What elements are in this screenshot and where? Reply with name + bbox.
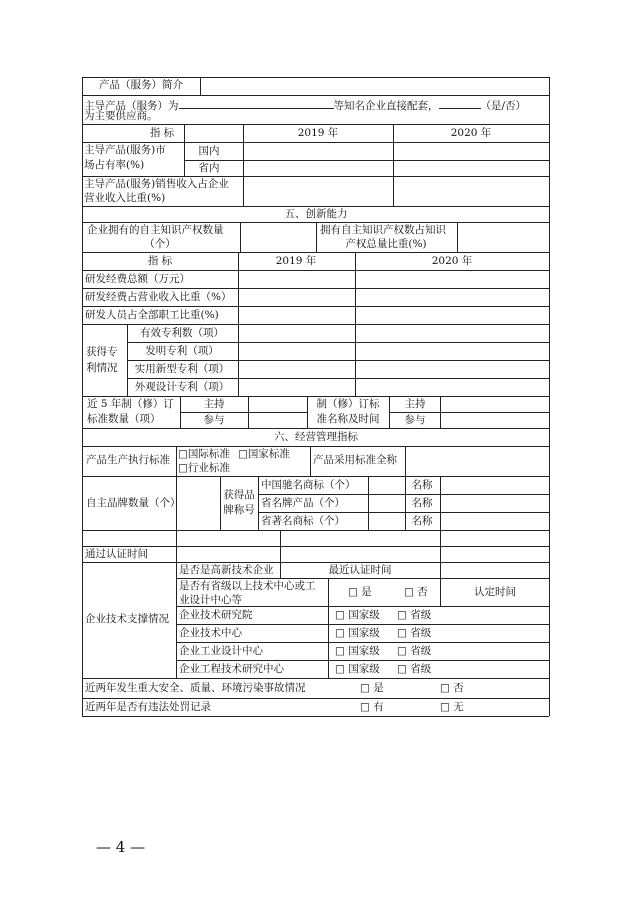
participate-label-2: 参与 xyxy=(404,414,426,426)
penalty-yes-checkbox[interactable]: □ 有 xyxy=(360,701,384,713)
recognition-time-label: 认定时间 xyxy=(474,586,516,598)
standard-industry-checkbox[interactable]: □行业标准 xyxy=(178,462,230,474)
market-year-2020: 2020 年 xyxy=(450,127,492,139)
supply-line-2: 为主要供应商。 xyxy=(84,110,158,122)
share-label-1: 主导产品(服务)市 xyxy=(84,144,166,156)
rd-staff-label: 研发人员占全部职工比重(%) xyxy=(85,309,219,321)
innovation-section-title: 五、创新能力 xyxy=(284,208,348,220)
center-row-label: 企业工业设计中心 xyxy=(179,645,263,657)
standards-count-label-1: 近 5 年制（修）订 xyxy=(87,398,174,410)
patent-row-label: 有效专利数（项） xyxy=(140,327,224,339)
center-row-label: 企业工程技术研究中心 xyxy=(179,663,284,675)
provincial-level-checkbox[interactable]: □ 省级 xyxy=(397,627,432,639)
rd-ratio-label: 研发经费占营业收入比重（%） xyxy=(85,291,232,303)
accident-no-checkbox[interactable]: □ 否 xyxy=(440,682,464,694)
brand-count-label: 自主品牌数量（个） xyxy=(86,497,181,509)
ip-share-label-2: 产权总量比重(%) xyxy=(345,238,427,250)
center-row-label: 企业技术研究院 xyxy=(179,609,253,621)
customer-blank[interactable] xyxy=(179,97,334,109)
national-level-checkbox[interactable]: □ 国家级 xyxy=(335,609,380,621)
patent-group-label-2: 利情况 xyxy=(86,362,118,374)
market-year-2019: 2019 年 xyxy=(297,127,339,139)
provincial-level-checkbox[interactable]: □ 省级 xyxy=(397,645,432,657)
standards-count-label-2: 标准数量（项） xyxy=(87,413,161,425)
patent-group-label-1: 获得专 xyxy=(86,346,118,358)
market-indicator-header: 指 标 xyxy=(149,127,175,139)
center-no-checkbox[interactable]: □ 否 xyxy=(404,586,428,598)
standard-full-name-label: 产品采用标准全称 xyxy=(313,454,397,466)
center-row-label: 企业技术中心 xyxy=(179,627,242,639)
standard-intl-checkbox[interactable]: □国际标准 xyxy=(178,448,230,460)
yes-no-blank[interactable] xyxy=(439,97,481,109)
brand-title-label-1: 获得品 xyxy=(223,489,255,501)
name-label: 名称 xyxy=(411,515,433,527)
standard-national-checkbox[interactable]: □国家标准 xyxy=(238,448,290,460)
participate-label: 参与 xyxy=(203,414,225,426)
standards-name-label-1: 制（修）订标 xyxy=(316,398,380,410)
province-label: 省内 xyxy=(198,162,220,174)
ip-count-label-1: 企业拥有的自主知识产权数量 xyxy=(87,224,224,236)
cert-time-label: 通过认证时间 xyxy=(85,548,148,560)
high-tech-label: 是否是高新技术企业 xyxy=(179,564,274,576)
supply-middle: 等知名企业直接配套， xyxy=(333,100,439,112)
rd-year-2020: 2020 年 xyxy=(431,255,473,267)
brand-row-label: 中国驰名商标（个） xyxy=(261,479,356,491)
management-section-title: 六、经营管理指标 xyxy=(274,431,358,443)
share-label-2: 场占有率(%) xyxy=(84,159,145,171)
patent-row-label: 外观设计专利（项） xyxy=(134,381,230,393)
product-intro-label: 产品（服务）简介 xyxy=(99,79,183,91)
patent-row-label: 发明专利（项） xyxy=(145,345,219,357)
domestic-label: 国内 xyxy=(198,145,220,157)
host-label: 主持 xyxy=(203,398,225,410)
supply-suffix: （是/否） xyxy=(480,100,527,112)
brand-row-label: 省名牌产品（个） xyxy=(261,497,345,509)
brand-row-label: 省著名商标（个） xyxy=(261,515,345,527)
brand-title-label-2: 牌称号 xyxy=(223,504,255,516)
center-question-1: 是否有省级以上技术中心或工 xyxy=(179,580,316,592)
name-label: 名称 xyxy=(411,479,433,491)
accident-yes-checkbox[interactable]: □ 是 xyxy=(360,682,384,694)
rd-total-label: 研发经费总额（万元） xyxy=(85,273,190,285)
patent-row-label: 实用新型专利（项） xyxy=(134,363,230,375)
tech-support-label: 企业技术支撑情况 xyxy=(85,613,169,625)
sales-ratio-label-2: 营业收入比重(%) xyxy=(84,192,166,204)
penalty-question: 近两年是否有违法处罚记录 xyxy=(85,701,211,713)
ip-count-label-2: （个） xyxy=(144,238,176,250)
center-question-2: 业设计中心等 xyxy=(179,594,242,606)
rd-indicator-header: 指 标 xyxy=(147,255,173,267)
page-number: — 4 — xyxy=(96,838,146,856)
provincial-level-checkbox[interactable]: □ 省级 xyxy=(397,609,432,621)
national-level-checkbox[interactable]: □ 国家级 xyxy=(335,627,380,639)
host-label-2: 主持 xyxy=(404,398,426,410)
supply-prefix: 主导产品（服务）为 xyxy=(84,100,179,112)
accident-question: 近两年发生重大安全、质量、环境污染事故情况 xyxy=(85,682,306,694)
rd-year-2019: 2019 年 xyxy=(275,255,317,267)
standards-name-label-2: 准名称及时间 xyxy=(316,413,380,425)
exec-standard-label: 产品生产执行标准 xyxy=(86,454,170,466)
center-yes-checkbox[interactable]: □ 是 xyxy=(348,586,372,598)
national-level-checkbox[interactable]: □ 国家级 xyxy=(335,645,380,657)
name-label: 名称 xyxy=(411,497,433,509)
sales-ratio-label-1: 主导产品(服务)销售收入占企业 xyxy=(84,178,229,190)
national-level-checkbox[interactable]: □ 国家级 xyxy=(335,663,380,675)
ip-share-label-1: 拥有自主知识产权数占知识 xyxy=(320,224,446,236)
provincial-level-checkbox[interactable]: □ 省级 xyxy=(397,663,432,675)
penalty-no-checkbox[interactable]: □ 无 xyxy=(440,701,464,713)
latest-cert-label: 最近认证时间 xyxy=(328,564,392,576)
